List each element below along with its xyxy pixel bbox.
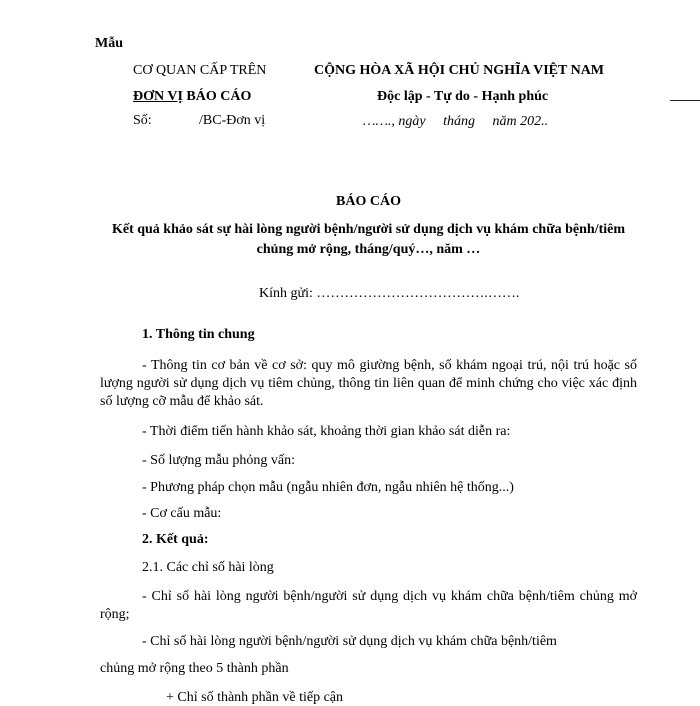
report-subtitle-line2: chủng mở rộng, tháng/quý…, năm …: [256, 242, 481, 257]
form-mark: Mẫu: [95, 36, 123, 51]
survey-time-item: - Thời điểm tiến hành khảo sát, khoảng thời gian khảo sát diễn ra:: [142, 424, 511, 439]
satisfaction-index-paragraph: - Chỉ số hài lòng người bệnh/người sử dụng dịch vụ khám chữa bệnh/tiêm chủng mở rộng;: [100, 589, 637, 622]
national-motto: Độc lập - Tự do - Hạnh phúc: [377, 89, 549, 104]
component-index-line2: chủng mở rộng theo 5 thành phần: [100, 661, 289, 676]
sample-count-item: - Số lượng mẫu phỏng vấn:: [142, 453, 296, 468]
recipient-line: Kính gửi: ……………………………….…….: [259, 286, 520, 301]
sample-structure-item: - Cơ cấu mẫu:: [142, 506, 222, 521]
page-edge-divider: [670, 100, 700, 101]
access-component-bullet: + Chỉ số thành phần về tiếp cận: [166, 690, 344, 705]
report-title: BÁO CÁO: [336, 194, 401, 209]
document-number-suffix: /BC-Đơn vị: [199, 113, 266, 128]
report-subtitle-line1: Kết quả khảo sát sự hài lòng người bệnh/người sử dụng dịch vụ khám chữa bệnh/tiêm: [111, 222, 626, 237]
superior-agency: CƠ QUAN CẤP TRÊN: [133, 63, 267, 78]
section1-heading: 1. Thông tin chung: [142, 327, 255, 342]
reporting-unit-prefix: ĐƠN VỊ: [133, 89, 183, 104]
reporting-unit: [133, 89, 251, 105]
component-index-line1: - Chỉ số hài lòng người bệnh/người sử dụng dịch vụ khám chữa bệnh/tiêm: [142, 634, 557, 649]
reporting-unit-suffix: BÁO CÁO: [182, 89, 252, 104]
nation-title: CỘNG HÒA XÃ HỘI CHỦ NGHĨA VIỆT NAM: [314, 63, 605, 78]
section2-heading: 2. Kết quả:: [142, 532, 209, 547]
sampling-method-item: - Phương pháp chọn mẫu (ngẫu nhiên đơn, ngẫu nhiên hệ thống...): [142, 480, 514, 495]
basic-info-paragraph: - Thông tin cơ bản về cơ sở: quy mô giường bệnh, số khám ngoại trú, nội trú hoặc số lượng người sử dụng dịch vụ tiêm chủng, thông tin liên quan để minh chứng cho việc xác định số lượng cỡ mẫu để khảo sát.: [100, 358, 637, 409]
satisfaction-index-subheading: 2.1. Các chỉ số hài lòng: [142, 560, 274, 575]
document-number-label: Số:: [133, 113, 152, 128]
place-date-line: ……., ngày tháng năm 202..: [363, 114, 549, 129]
